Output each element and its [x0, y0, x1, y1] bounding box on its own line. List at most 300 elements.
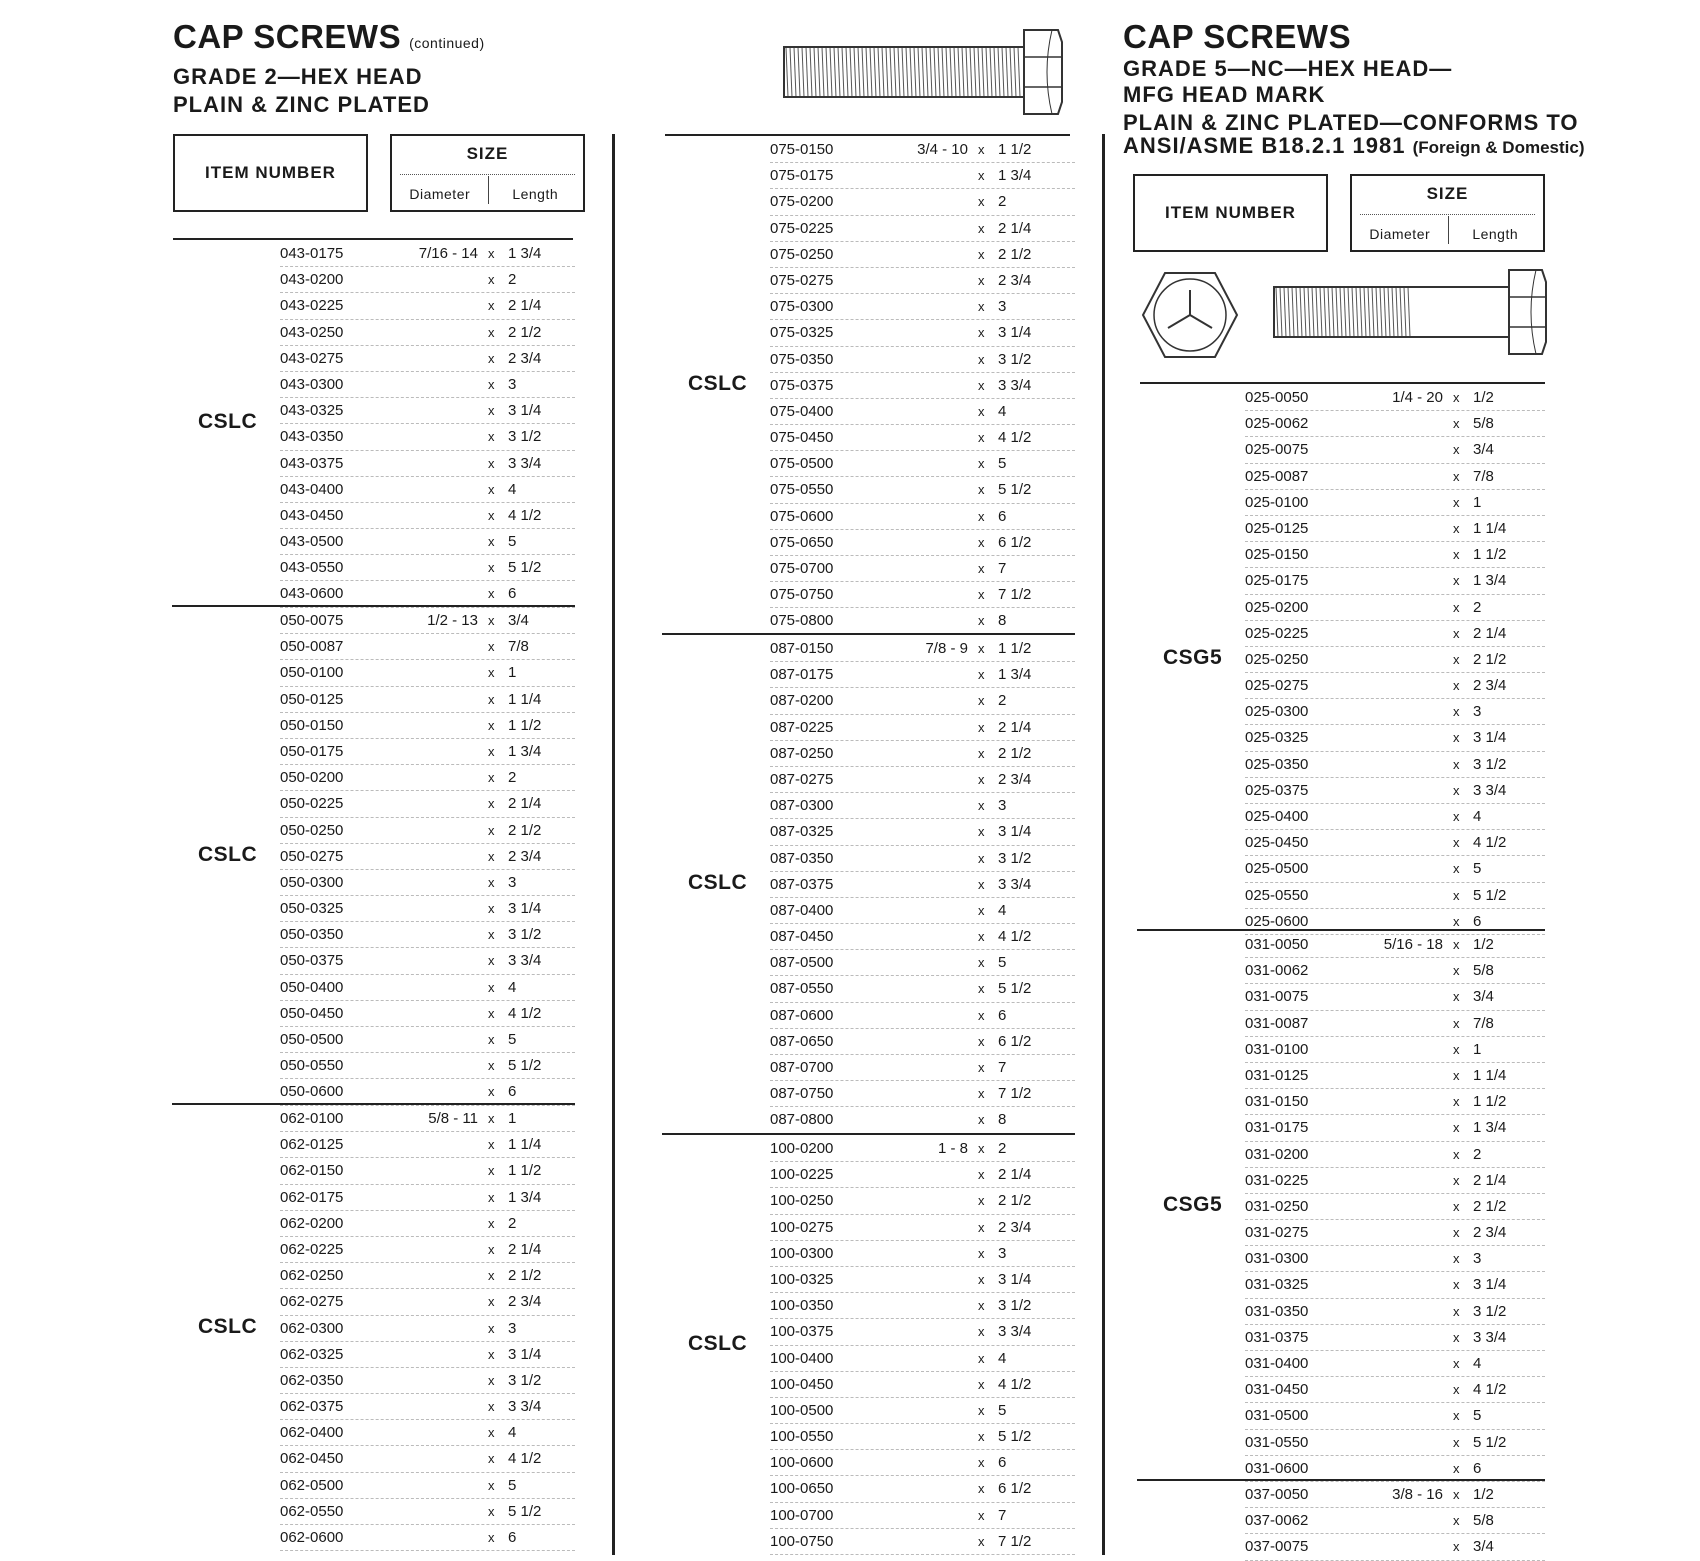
times-symbol: x [1453, 1434, 1460, 1450]
right-subtitle-4 [1123, 133, 1585, 159]
table-row [280, 1420, 575, 1446]
table-row [770, 1081, 1075, 1107]
length-value: 1 1/4 [1473, 519, 1507, 537]
item-number: 025-0300 [1245, 703, 1309, 721]
item-number-label: ITEM NUMBER [205, 163, 336, 182]
times-symbol: x [488, 796, 495, 812]
item-number: 031-0087 [1245, 1014, 1309, 1032]
item-number: 031-0200 [1245, 1145, 1309, 1163]
times-symbol: x [1453, 887, 1460, 903]
times-symbol: x [488, 848, 495, 864]
times-symbol: x [1453, 494, 1460, 510]
times-symbol: x [1453, 730, 1460, 746]
length-value: 4 [1473, 1355, 1482, 1372]
length-value: 3/4 [1473, 988, 1494, 1006]
table-row [1245, 1246, 1545, 1272]
table-row [770, 1293, 1075, 1319]
times-symbol: x [1453, 963, 1460, 979]
length-value: 2 3/4 [1473, 677, 1507, 695]
times-symbol: x [978, 1033, 985, 1049]
table-row [1245, 1115, 1545, 1141]
table-row [280, 1237, 575, 1263]
item-number: 087-0175 [770, 666, 834, 684]
times-symbol: x [978, 613, 985, 629]
table-row [1245, 909, 1545, 935]
table-row [280, 398, 575, 424]
table-row [770, 1003, 1075, 1029]
length-value: 1 3/4 [508, 742, 542, 760]
item-number: 075-0300 [770, 298, 834, 316]
item-number: 050-0225 [280, 795, 344, 813]
times-symbol: x [978, 1112, 985, 1128]
item-number: 062-0450 [280, 1450, 344, 1468]
length-value: 3 1/4 [998, 1270, 1032, 1288]
item-number: 062-0550 [280, 1502, 344, 1520]
length-value: 4 [508, 480, 517, 498]
item-number: 050-0325 [280, 900, 344, 918]
length-value: 2 1/2 [998, 1192, 1032, 1210]
times-symbol: x [488, 1425, 495, 1441]
group-code-label: CSLC [198, 1314, 258, 1338]
item-number: 062-0225 [280, 1240, 344, 1258]
length-value: 2 3/4 [998, 271, 1032, 289]
item-number: 031-0600 [1245, 1459, 1309, 1477]
size-label: SIZE [466, 144, 509, 163]
item-number: 031-0125 [1245, 1066, 1309, 1084]
times-symbol: x [1453, 1382, 1460, 1398]
item-number: 062-0400 [280, 1424, 344, 1442]
length-value: 1 3/4 [1473, 1119, 1507, 1137]
table-row [770, 1398, 1075, 1424]
length-value: 1 [508, 664, 517, 682]
times-symbol: x [978, 168, 985, 184]
table-row [770, 582, 1075, 608]
item-number: 025-0062 [1245, 415, 1309, 433]
item-number: 043-0300 [280, 375, 344, 393]
times-symbol: x [488, 1189, 495, 1205]
length-value: 5 1/2 [998, 980, 1032, 998]
item-number: 075-0600 [770, 507, 834, 525]
item-number: 025-0600 [1245, 912, 1309, 930]
length-value: 3 1/2 [508, 926, 542, 944]
length-value: 5 1/2 [998, 481, 1032, 499]
table-row [1245, 1089, 1545, 1115]
item-number: 050-0250 [280, 821, 344, 839]
table-row [280, 1132, 575, 1158]
item-number: 043-0175 [280, 245, 344, 262]
length-value: 4 1/2 [998, 928, 1032, 946]
origin-note: (Foreign & Domestic) [1412, 138, 1585, 157]
table-row [770, 1215, 1075, 1241]
length-value: 4 1/2 [1473, 1381, 1507, 1399]
left-subtitle-1: GRADE 2—HEX HEAD [173, 64, 423, 89]
times-symbol: x [488, 1477, 495, 1493]
length-value: 4 [998, 1349, 1007, 1367]
times-symbol: x [488, 822, 495, 838]
times-symbol: x [978, 824, 985, 840]
length-value: 1 1/4 [508, 690, 542, 708]
table-row [770, 268, 1075, 294]
times-symbol: x [978, 1533, 985, 1549]
table-row [770, 793, 1075, 819]
times-symbol: x [488, 324, 495, 340]
times-symbol: x [1453, 651, 1460, 667]
length-value: 1 1/2 [998, 640, 1032, 657]
length-value: 8 [998, 1111, 1007, 1129]
item-number: 050-0200 [280, 769, 344, 787]
length-value: 3 [998, 298, 1007, 316]
length-value: 3 3/4 [998, 875, 1032, 893]
table-row [770, 425, 1075, 451]
item-number: 043-0450 [280, 506, 344, 524]
length-value: 5 [998, 954, 1007, 972]
times-symbol: x [488, 1268, 495, 1284]
size-group [180, 608, 575, 1106]
times-symbol: x [488, 1451, 495, 1467]
times-symbol: x [488, 1005, 495, 1021]
item-number: 025-0275 [1245, 677, 1309, 695]
table-row [770, 1319, 1075, 1345]
times-symbol: x [488, 1530, 495, 1545]
item-number: 025-0400 [1245, 808, 1309, 825]
group-code-label: CSLC [688, 371, 748, 395]
item-number: 100-0250 [770, 1192, 834, 1210]
times-symbol: x [978, 587, 985, 603]
table-row [770, 294, 1075, 320]
length-value: 2 [508, 1214, 517, 1232]
table-row [770, 1055, 1075, 1081]
size-group [1145, 932, 1545, 1482]
item-number: 100-0600 [770, 1454, 834, 1472]
item-number: 031-0075 [1245, 988, 1309, 1006]
times-symbol: x [978, 299, 985, 315]
table-row [770, 924, 1075, 950]
times-symbol: x [1453, 1198, 1460, 1214]
length-value: 3 1/4 [1473, 729, 1507, 747]
item-number: 031-0275 [1245, 1224, 1309, 1242]
table-row [1245, 699, 1545, 725]
item-number: 100-0300 [770, 1244, 834, 1262]
length-value: 3 [1473, 703, 1482, 721]
diameter-value: 3/4 - 10 [917, 141, 968, 158]
length-value: 3 1/2 [508, 1371, 542, 1389]
item-number: 075-0550 [770, 481, 834, 499]
length-value: 2 1/4 [1473, 624, 1507, 642]
times-symbol: x [978, 508, 985, 524]
table-row [1245, 1456, 1545, 1482]
times-symbol: x [488, 953, 495, 969]
table-row [1245, 1351, 1545, 1377]
item-number: 025-0100 [1245, 493, 1309, 511]
times-symbol: x [978, 1167, 985, 1183]
times-symbol: x [1453, 416, 1460, 432]
item-number: 043-0500 [280, 533, 344, 551]
item-number: 075-0150 [770, 141, 834, 158]
times-symbol: x [978, 1219, 985, 1235]
item-number: 075-0650 [770, 533, 834, 551]
table-row [280, 1106, 575, 1132]
length-value: 3 [508, 873, 517, 891]
left-title-text: CAP SCREWS [173, 18, 402, 55]
length-value: 2 1/4 [1473, 1171, 1507, 1189]
group-rows [280, 241, 575, 608]
size-divider [1360, 214, 1535, 215]
length-value: 2 1/2 [508, 821, 542, 839]
diameter-value: 1 - 8 [937, 1140, 968, 1157]
times-symbol: x [978, 1141, 985, 1156]
diameter-value: 3/8 - 16 [1392, 1486, 1443, 1503]
item-number: 100-0375 [770, 1323, 834, 1341]
times-symbol: x [1453, 442, 1460, 458]
length-value: 5 [508, 533, 517, 551]
times-symbol: x [978, 1086, 985, 1102]
table-row [280, 1185, 575, 1211]
length-label: Length [512, 186, 559, 202]
table-row [280, 660, 575, 686]
item-number: 043-0200 [280, 271, 344, 289]
item-number: 031-0300 [1245, 1250, 1309, 1268]
length-value: 7 [998, 560, 1007, 577]
column-separator-2 [1102, 134, 1105, 1555]
table-row [280, 1027, 575, 1053]
times-symbol: x [1453, 1408, 1460, 1424]
length-value: 3 [508, 375, 517, 393]
table-row [280, 687, 575, 713]
item-number: 031-0375 [1245, 1328, 1309, 1346]
item-number: 025-0250 [1245, 650, 1309, 668]
item-number: 043-0600 [280, 585, 344, 603]
item-number: 037-0050 [1245, 1486, 1309, 1503]
item-number: 087-0550 [770, 980, 834, 998]
times-symbol: x [978, 430, 985, 446]
length-value: 1 [508, 1110, 517, 1127]
length-value: 1 [1473, 1040, 1482, 1058]
length-value: 4 [998, 402, 1007, 420]
table-row [770, 819, 1075, 845]
group-separator [1137, 929, 1545, 931]
length-value: 6 [1473, 1459, 1482, 1477]
table-row [770, 1241, 1075, 1267]
item-number: 043-0400 [280, 480, 344, 498]
table-row [770, 1476, 1075, 1502]
length-value: 2 [998, 1140, 1007, 1157]
length-value: 3/4 [1473, 441, 1494, 459]
times-symbol: x [488, 665, 495, 681]
item-number: 087-0275 [770, 770, 834, 788]
table-row [280, 1053, 575, 1079]
times-symbol: x [488, 874, 495, 890]
times-symbol: x [488, 272, 495, 288]
table-row [770, 556, 1075, 582]
length-value: 1 1/2 [508, 1162, 542, 1180]
times-symbol: x [1453, 1356, 1460, 1371]
times-symbol: x [978, 1060, 985, 1075]
length-value: 3 1/4 [508, 402, 542, 420]
size-group [670, 137, 1075, 635]
item-number: 025-0125 [1245, 519, 1309, 537]
item-number: 050-0600 [280, 1083, 344, 1101]
length-value: 2 3/4 [998, 770, 1032, 788]
item-number: 075-0750 [770, 586, 834, 604]
times-symbol: x [978, 1007, 985, 1023]
times-symbol: x [978, 1298, 985, 1314]
times-symbol: x [978, 1376, 985, 1392]
table-row [770, 662, 1075, 688]
table-row [280, 1289, 575, 1315]
diameter-value: 7/8 - 9 [925, 640, 968, 657]
table-row [280, 1316, 575, 1342]
size-group [670, 1136, 1075, 1555]
group-rows [280, 608, 575, 1106]
times-symbol: x [978, 220, 985, 236]
table-row [1245, 1063, 1545, 1089]
length-value: 2 1/4 [998, 219, 1032, 237]
length-value: 6 1/2 [998, 1032, 1032, 1050]
table-row [770, 189, 1075, 215]
length-value: 1 1/2 [1473, 546, 1507, 564]
item-number: 087-0350 [770, 849, 834, 867]
length-value: 2 [998, 193, 1007, 211]
table-row [1245, 1272, 1545, 1298]
length-value: 4 1/2 [508, 1004, 542, 1022]
times-symbol: x [1453, 1513, 1460, 1529]
item-number: 025-0550 [1245, 886, 1309, 904]
times-symbol: x [488, 586, 495, 602]
times-symbol: x [488, 507, 495, 523]
length-value: 4 1/2 [508, 1450, 542, 1468]
table-row [770, 163, 1075, 189]
length-value: 7/8 [1473, 1014, 1494, 1032]
table-row [1245, 1534, 1545, 1560]
length-value: 5 [998, 1401, 1007, 1419]
times-symbol: x [1453, 468, 1460, 484]
table-row [770, 1346, 1075, 1372]
times-symbol: x [488, 1346, 495, 1362]
length-value: 3 1/2 [508, 428, 542, 446]
times-symbol: x [488, 1503, 495, 1519]
length-value: 2 1/2 [508, 1267, 542, 1285]
times-symbol: x [978, 850, 985, 866]
times-symbol: x [488, 298, 495, 314]
size-group [1145, 1482, 1545, 1561]
item-number: 025-0225 [1245, 624, 1309, 642]
table-row [280, 241, 575, 267]
length-value: 2 1/4 [998, 1166, 1032, 1184]
left-table-top-rule [173, 238, 573, 240]
group-rows [770, 1136, 1075, 1555]
times-symbol: x [488, 717, 495, 733]
item-number-label: ITEM NUMBER [1165, 203, 1296, 222]
table-row [1245, 778, 1545, 804]
length-value: 3 1/4 [508, 900, 542, 918]
group-rows [770, 636, 1075, 1134]
group-code-label: CSLC [688, 870, 748, 894]
table-row [280, 791, 575, 817]
times-symbol: x [978, 981, 985, 997]
times-symbol: x [488, 560, 495, 576]
table-row [770, 636, 1075, 662]
item-number: 043-0325 [280, 402, 344, 420]
times-symbol: x [978, 246, 985, 262]
item-number: 062-0300 [280, 1319, 344, 1337]
table-row [770, 872, 1075, 898]
times-symbol: x [488, 1241, 495, 1257]
times-symbol: x [488, 743, 495, 759]
length-value: 3 3/4 [998, 1323, 1032, 1341]
length-value: 2 3/4 [508, 847, 542, 865]
length-value: 3 1/4 [508, 1345, 542, 1363]
item-number: 062-0125 [280, 1136, 344, 1154]
length-value: 4 1/2 [1473, 834, 1507, 852]
length-value: 5 [1473, 1407, 1482, 1425]
right-subtitle-3: PLAIN & ZINC PLATED—CONFORMS TO [1123, 110, 1579, 135]
item-number: 031-0250 [1245, 1197, 1309, 1215]
times-symbol: x [978, 745, 985, 761]
length-value: 6 [998, 507, 1007, 525]
times-symbol: x [1453, 573, 1460, 589]
table-row [280, 1394, 575, 1420]
table-row [1245, 490, 1545, 516]
item-number: 031-0062 [1245, 962, 1309, 980]
table-row [770, 1136, 1075, 1162]
length-value: 2 1/2 [1473, 1197, 1507, 1215]
times-symbol: x [488, 246, 495, 261]
table-row [770, 1267, 1075, 1293]
group-code-label: CSLC [198, 842, 258, 866]
length-value: 5 [508, 1476, 517, 1494]
length-value: 2 [508, 769, 517, 787]
table-row [280, 1525, 575, 1551]
group-rows [1245, 932, 1545, 1482]
table-row [770, 373, 1075, 399]
times-symbol: x [488, 691, 495, 707]
length-value: 5 [998, 455, 1007, 473]
table-row [770, 846, 1075, 872]
item-number: 087-0500 [770, 954, 834, 972]
times-symbol: x [978, 1481, 985, 1497]
length-value: 7/8 [508, 638, 529, 656]
table-row [1245, 1011, 1545, 1037]
times-symbol: x [1453, 1225, 1460, 1241]
length-value: 2 1/2 [1473, 650, 1507, 668]
group-separator [172, 605, 575, 607]
times-symbol: x [978, 771, 985, 787]
length-value: 4 [508, 978, 517, 996]
table-row [770, 399, 1075, 425]
times-symbol: x [978, 1324, 985, 1340]
times-symbol: x [978, 456, 985, 472]
length-value: 2 1/4 [508, 1240, 542, 1258]
length-value: 6 [998, 1454, 1007, 1472]
item-number: 075-0800 [770, 612, 834, 630]
item-number: 075-0350 [770, 350, 834, 368]
item-number: 087-0300 [770, 797, 834, 815]
length-value: 3 1/2 [998, 849, 1032, 867]
item-number: 031-0100 [1245, 1040, 1309, 1058]
length-value: 7 [998, 1506, 1007, 1524]
times-symbol: x [1453, 756, 1460, 772]
times-symbol: x [978, 377, 985, 393]
length-value: 4 [998, 901, 1007, 919]
item-number: 075-0450 [770, 429, 834, 447]
bolt-side-illustration [780, 22, 1065, 120]
table-row [280, 922, 575, 948]
table-row [280, 1079, 575, 1105]
table-row [1245, 385, 1545, 411]
bolt-grade5-illustration [1270, 262, 1550, 362]
right-subtitle-2: MFG HEAD MARK [1123, 82, 1326, 107]
size-group [1145, 385, 1545, 935]
